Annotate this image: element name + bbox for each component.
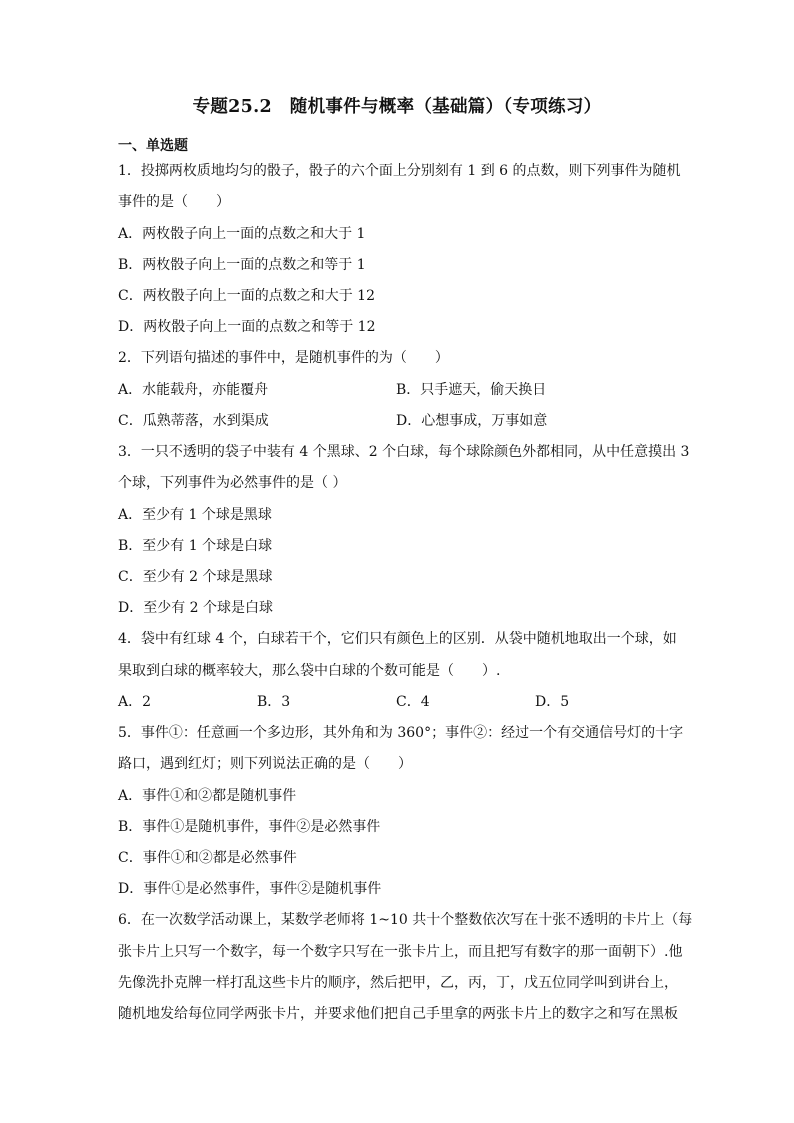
question-1-text: 1．投掷两枚质地均匀的骰子，骰子的六个面上分别刻有 1 到 6 的点数，则下列事件为随机 — [118, 163, 681, 179]
question-6-text-cont-1: 张卡片上只写一个数字，每一个数字只写在一张卡片上，而且把写有数字的那一面朝下）.他 — [118, 944, 683, 960]
question-3-text-cont: 个球，下列事件为必然事件的是（ ） — [118, 475, 347, 491]
question-4-option-d: D．5 — [535, 694, 570, 710]
question-2-option-c: C．瓜熟蒂落，水到渠成 — [118, 413, 269, 429]
question-2-option-a: A．水能载舟，亦能覆舟 — [118, 382, 269, 398]
question-5-option-d: D．事件①是必然事件，事件②是随机事件 — [118, 881, 382, 897]
question-1-option-a: A．两枚骰子向上一面的点数之和大于 1 — [118, 226, 366, 242]
question-6-text: 6．在一次数学活动课上，某数学老师将 1~10 共十个整数依次写在十张不透明的卡片上（每 — [118, 912, 693, 928]
section-heading: 一、单选题 — [118, 138, 188, 154]
question-6-text-cont-2: 先像洗扑克牌一样打乱这些卡片的顺序，然后把甲，乙，丙，丁，戊五位同学叫到讲台上， — [118, 975, 678, 991]
question-3-text: 3．一只不透明的袋子中装有 4 个黑球、2 个白球，每个球除颜色外都相同，从中任意摸出 3 — [118, 444, 690, 460]
question-5-option-b: B．事件①是随机事件，事件②是必然事件 — [118, 819, 381, 835]
question-5-text-cont: 路口，遇到红灯；则下列说法正确的是（ ） — [118, 756, 412, 772]
question-2-option-b: B．只手遮天，偷天换日 — [396, 382, 547, 398]
question-3-option-d: D．至少有 2 个球是白球 — [118, 600, 274, 616]
question-2-option-d: D．心想事成，万事如意 — [396, 413, 548, 429]
question-5-option-c: C．事件①和②都是必然事件 — [118, 850, 297, 866]
question-2-text: 2．下列语句描述的事件中，是随机事件的为（ ） — [118, 350, 449, 366]
question-4-text: 4．袋中有红球 4 个，白球若干个，它们只有颜色上的区别．从袋中随机地取出一个球，如 — [118, 631, 677, 647]
question-1-text-cont: 事件的是（ ） — [118, 194, 230, 210]
question-4-option-a: A．2 — [118, 694, 152, 710]
question-5-option-a: A．事件①和②都是随机事件 — [118, 788, 297, 804]
question-1-option-d: D．两枚骰子向上一面的点数之和等于 12 — [118, 319, 376, 335]
page-title: 专题25.2 随机事件与概率（基础篇）（专项练习） — [192, 97, 602, 117]
question-5-text: 5．事件①：任意画一个多边形，其外角和为 360°；事件②：经过一个有交通信号灯的十字 — [118, 725, 684, 741]
question-3-option-c: C．至少有 2 个球是黑球 — [118, 569, 273, 585]
question-1-option-c: C．两枚骰子向上一面的点数之和大于 12 — [118, 288, 375, 304]
question-4-option-c: C．4 — [396, 694, 430, 710]
question-3-option-b: B．至少有 1 个球是白球 — [118, 538, 273, 554]
question-1-option-b: B．两枚骰子向上一面的点数之和等于 1 — [118, 257, 366, 273]
question-3-option-a: A．至少有 1 个球是黑球 — [118, 507, 272, 523]
question-4-text-cont: 果取到白球的概率较大，那么袋中白球的个数可能是（ ）. — [118, 663, 501, 679]
question-6-text-cont-3: 随机地发给每位同学两张卡片，并要求他们把自己手里拿的两张卡片上的数字之和写在黑板 — [118, 1006, 678, 1022]
question-4-option-b: B．3 — [257, 694, 291, 710]
